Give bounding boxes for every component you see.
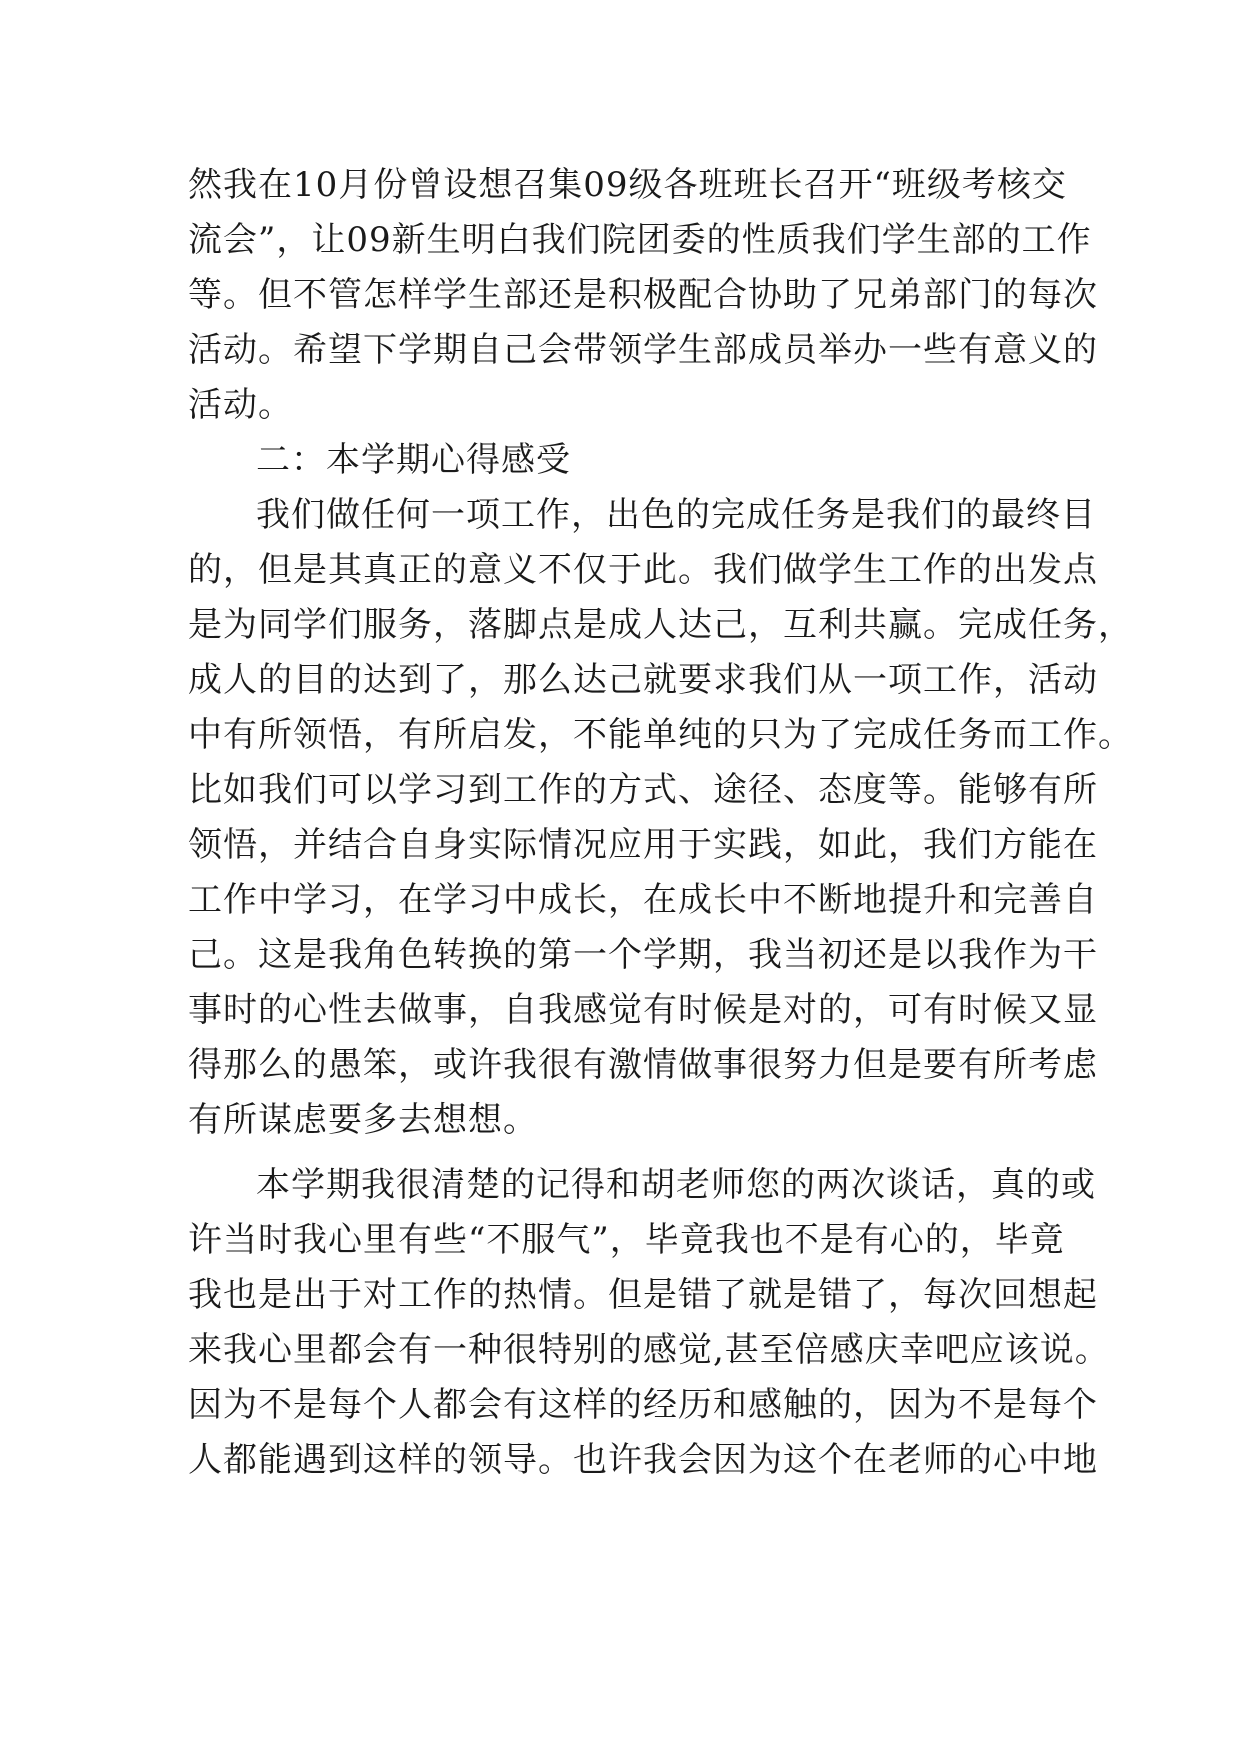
text-line: 许当时我心里有些“不服气”，毕竟我也不是有心的，毕竟 [188,1220,1065,1260]
text-line: 因为不是每个人都会有这样的经历和感触的，因为不是每个 [188,1385,1098,1425]
text-line: 流会”，让09新生明白我们院团委的性质我们学生部的工作 [188,220,1092,260]
section-heading: 二：本学期心得感受 [256,440,571,480]
text-line: 等。但不管怎样学生部还是积极配合协助了兄弟部门的每次 [188,275,1098,315]
text-line: 己。这是我角色转换的第一个学期，我当初还是以我作为干 [188,935,1098,975]
text-line: 比如我们可以学习到工作的方式、途径、态度等。能够有所 [188,770,1098,810]
text-line: 然我在10月份曾设想召集09级各班班长召开“班级考核交 [188,165,1067,205]
text-line: 事时的心性去做事，自我感觉有时候是对的，可有时候又显 [188,990,1098,1030]
text-line: 是为同学们服务，落脚点是成人达己，互利共赢。完成任务， [188,605,1133,645]
text-line: 活动。希望下学期自己会带领学生部成员举办一些有意义的 [188,330,1098,370]
text-line: 工作中学习，在学习中成长，在成长中不断地提升和完善自 [188,880,1098,920]
text-line: 成人的目的达到了，那么达己就要求我们从一项工作，活动 [188,660,1098,700]
text-line: 的，但是其真正的意义不仅于此。我们做学生工作的出发点 [188,550,1098,590]
text-line: 我也是出于对工作的热情。但是错了就是错了，每次回想起 [188,1275,1098,1315]
text-line: 本学期我很清楚的记得和胡老师您的两次谈话，真的或 [256,1165,1096,1205]
text-line: 领悟，并结合自身实际情况应用于实践，如此，我们方能在 [188,825,1098,865]
text-line: 中有所领悟，有所启发，不能单纯的只为了完成任务而工作。 [188,715,1133,755]
text-line: 有所谋虑要多去想想。 [188,1100,538,1140]
text-line: 人都能遇到这样的领导。也许我会因为这个在老师的心中地 [188,1440,1098,1480]
text-line: 活动。 [188,385,293,425]
body-text [188,158,1133,1488]
text-line: 得那么的愚笨，或许我很有激情做事很努力但是要有所考虑 [188,1045,1098,1085]
text-line: 我们做任何一项工作，出色的完成任务是我们的最终目 [256,495,1096,535]
text-line: 来我心里都会有一种很特别的感觉,甚至倍感庆幸吧应该说。 [188,1330,1110,1370]
